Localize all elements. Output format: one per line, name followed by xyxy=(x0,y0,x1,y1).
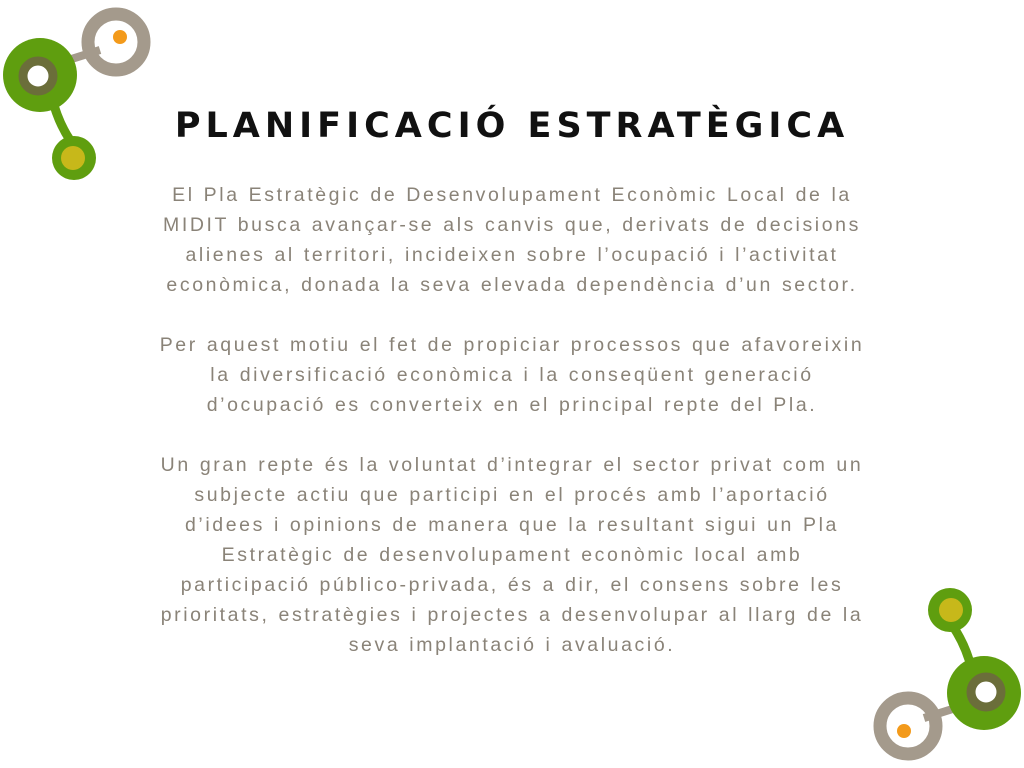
paragraph-line: subjecte actiu que participi en el procés amb l’aportació xyxy=(194,484,830,506)
molecule-nodes-icon xyxy=(0,0,160,190)
paragraph-line: Per aquest motiu el fet de propiciar processos que afavoreixin xyxy=(159,334,865,356)
paragraph-2 xyxy=(130,330,894,420)
olive-ring xyxy=(23,61,53,91)
paragraph-line: d’ocupació es converteix en el principal repte del Pla. xyxy=(206,394,818,416)
paragraph-line: Un gran repte és la voluntat d’integrar el sector privat com un xyxy=(160,454,864,476)
yellow-dot xyxy=(939,598,963,622)
paragraph-3 xyxy=(130,450,894,660)
paragraph-line: MIDIT busca avançar-se als canvis que, derivats de decisions xyxy=(163,214,861,236)
paragraph-line: El Pla Estratègic de Desenvolupament Econòmic Local de la xyxy=(172,184,852,206)
paragraph-line: Estratègic de desenvolupament econòmic local amb xyxy=(221,544,803,566)
paragraph-line: la diversificació econòmica i la conseqüent generació xyxy=(210,364,814,386)
paragraph-line: prioritats, estratègies i projectes a desenvolupar al llarg de la xyxy=(160,604,864,626)
body-text xyxy=(130,180,894,690)
paragraph-1 xyxy=(130,180,894,300)
molecule-nodes-icon xyxy=(864,578,1024,768)
page-title: PLANIFICACIÓ ESTRATÈGICA xyxy=(174,106,850,146)
olive-ring xyxy=(971,677,1001,707)
paragraph-line: d’idees i opinions de manera que la resultant sigui un Pla xyxy=(184,514,840,536)
paragraph-line: econòmica, donada la seva elevada dependència d’un sector. xyxy=(166,274,858,296)
paragraph-line: seva implantació i avaluació. xyxy=(348,634,676,656)
paragraph-line: participació público-privada, és a dir, el consens sobre les xyxy=(180,574,844,596)
paragraph-line: alienes al territori, incideixen sobre l’ocupació i l’activitat xyxy=(185,244,839,266)
yellow-dot xyxy=(61,146,85,170)
orange-dot xyxy=(897,724,911,738)
orange-dot xyxy=(113,30,127,44)
